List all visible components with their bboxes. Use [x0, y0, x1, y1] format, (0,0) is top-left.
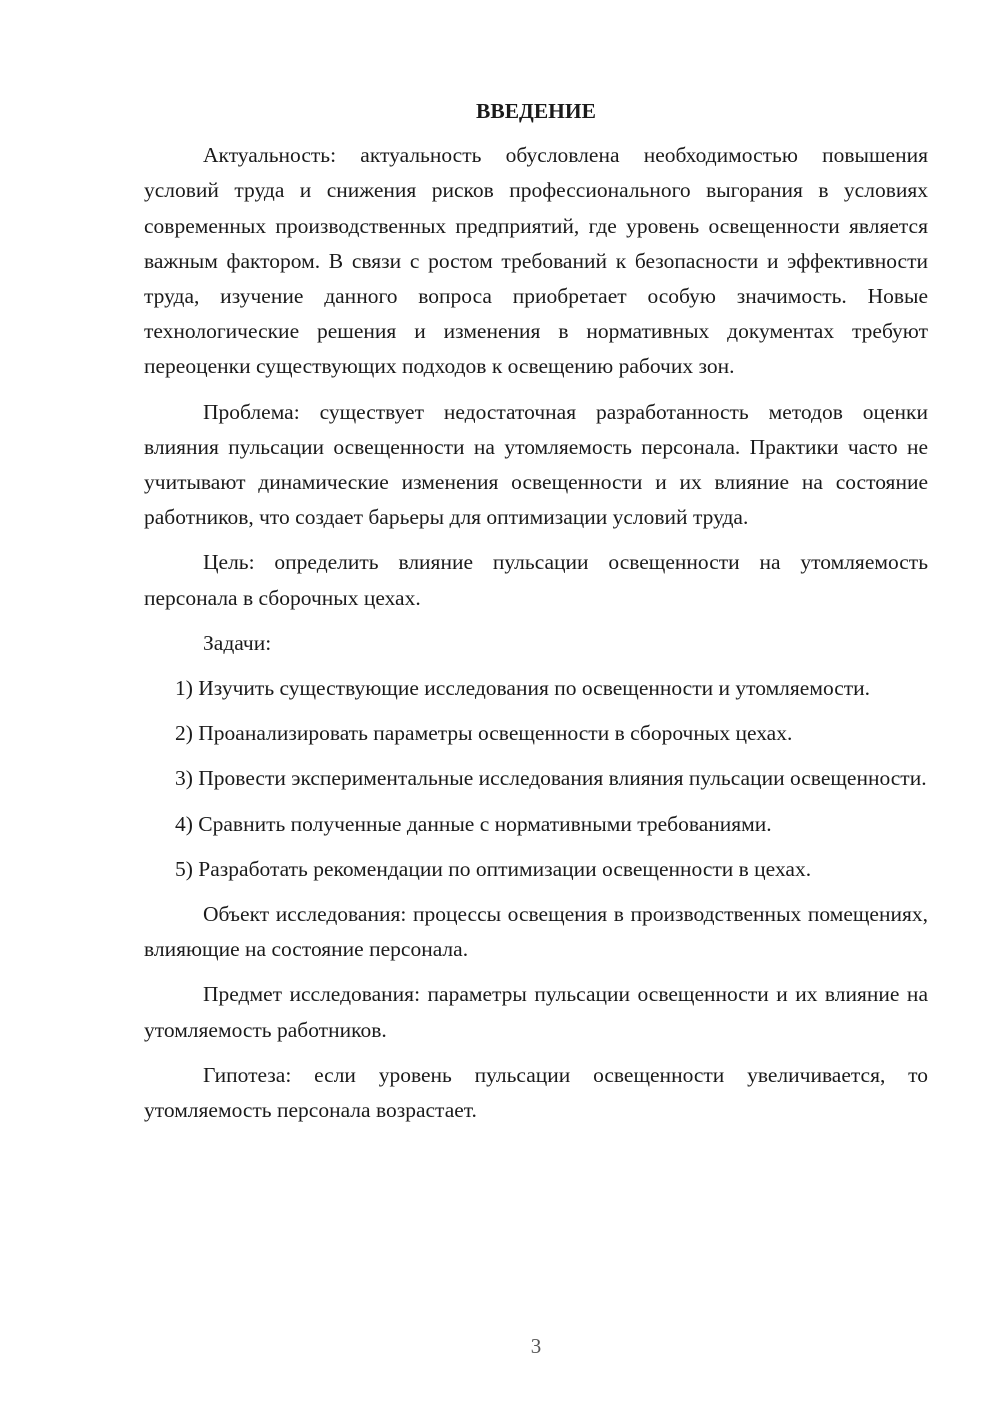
object-paragraph: Объект исследования: процессы освещения в производственных помещениях, влияющие на состояние персонала.	[144, 902, 928, 962]
page-content	[144, 94, 928, 1138]
task-item: 2) Проанализировать параметры освещенности в сборочных цехах.	[175, 721, 793, 746]
relevance-paragraph: Актуальность: актуальность обусловлена необходимостью повышения условий труда и снижения рисков профессионального выгорания в условиях современных производственных предприятий, где уровень освещенности является важным фактором. В связи с ростом требований к безопасности и эффективности труда, изучение данного вопроса приобретает особую значимость. Новые технологические решения и изменения в нормативных документах требуют переоценки существующих подходов к освещению рабочих зон.	[144, 143, 928, 379]
page-number: 3	[530, 1334, 542, 1358]
task-item: 5) Разработать рекомендации по оптимизации освещенности в цехах.	[175, 856, 812, 881]
tasks-label: Задачи:	[203, 630, 272, 655]
task-item: 1) Изучить существующие исследования по освещенности и утомляемости.	[175, 676, 871, 701]
goal-paragraph: Цель: определить влияние пульсации освещенности на утомляемость персонала в сборочных цехах.	[144, 550, 928, 610]
hypothesis-paragraph: Гипотеза: если уровень пульсации освещенности увеличивается, то утомляемость персонала возрастает.	[144, 1062, 928, 1123]
task-item: 3) Провести экспериментальные исследования влияния пульсации освещенности.	[175, 766, 927, 791]
subject-paragraph: Предмет исследования: параметры пульсации освещенности и их влияние на утомляемость работников.	[144, 982, 928, 1042]
section-heading: ВВЕДЕНИЕ	[476, 99, 596, 123]
problem-paragraph: Проблема: существует недостаточная разработанность методов оценки влияния пульсации освещенности на утомляемость персонала. Практики часто не учитывают динамические изменения освещенности и их влияние на состояние работников, что создает барьеры для оптимизации условий труда.	[144, 399, 928, 530]
task-item: 4) Сравнить полученные данные с нормативными требованиями.	[175, 811, 772, 836]
